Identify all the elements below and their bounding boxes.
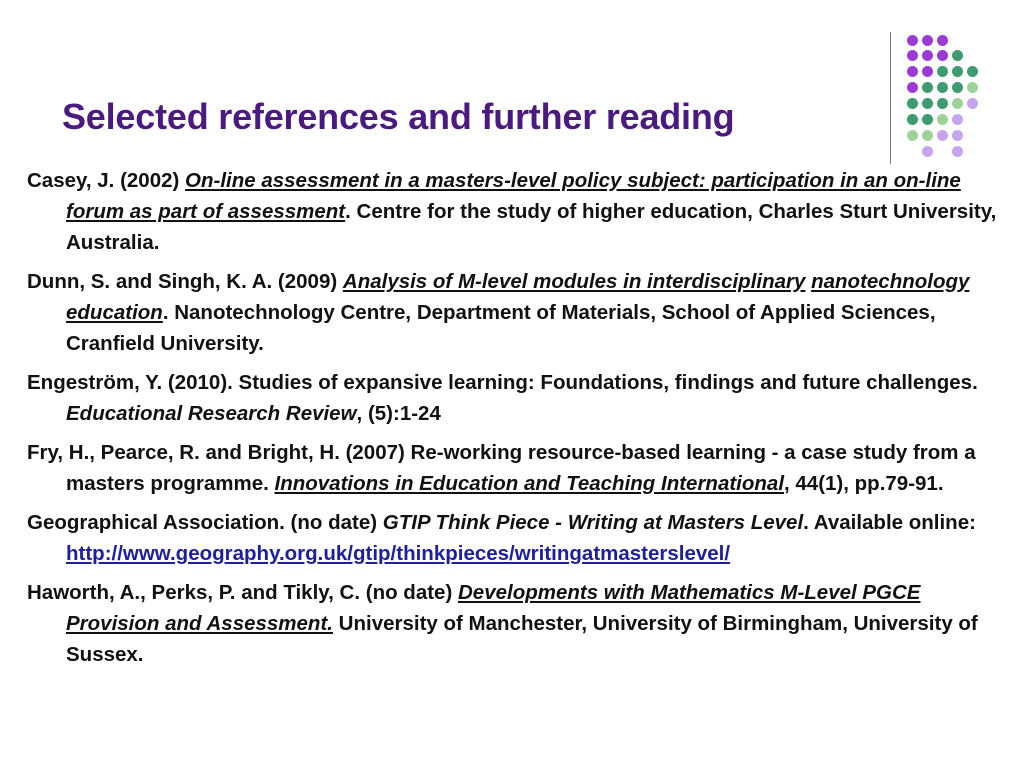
dot [937,35,948,46]
dot [937,66,948,77]
dot [922,35,933,46]
reference-item-haworth [27,577,999,670]
dot [907,130,918,141]
dot [922,66,933,77]
dot [952,50,963,61]
reference-author: Geographical Association. (no date) [27,511,383,534]
reference-item-dunn [27,266,999,359]
dot [907,114,918,125]
dot [937,82,948,93]
dot [922,82,933,93]
reference-title: GTIP Think Piece - Writing at Masters Level [382,511,804,534]
dot [922,130,933,141]
reference-list [27,165,999,678]
dot [937,130,948,141]
reference-author: Dunn, S. and Singh, K. A. (2009) [27,270,343,293]
reference-item-geographical-association [27,507,999,569]
reference-volume: , 44(1), pp.79-91. [784,472,944,495]
dot [952,66,963,77]
reference-availability: . Available online: [803,511,976,534]
dot [907,35,918,46]
dot [952,82,963,93]
reference-publisher: University of Manchester, University of Birmingham, University of Sussex. [66,612,978,666]
reference-author: Fry, H., Pearce, R. and Bright, H. (2007) Re-working resource-based learning - a case study from a masters programme. [27,441,976,495]
dot [922,50,933,61]
slide-title: Selected references and further reading [62,96,735,137]
dot [907,66,918,77]
reference-item-engestrom [27,367,999,429]
reference-item-casey [27,165,999,258]
reference-author: Engeström, Y. (2010). Studies of expansive learning: Foundations, findings and future challenges. [27,371,978,394]
dot [952,130,963,141]
dot [952,114,963,125]
dot [967,82,978,93]
reference-publisher: . Centre for the study of higher education, Charles Sturt University, Australia. [66,200,997,254]
reference-author: Casey, J. (2002) [27,169,186,192]
reference-author: Haworth, A., Perks, P. and Tikly, C. (no date) [27,581,458,604]
reference-volume: , (5):1-24 [356,402,441,425]
reference-journal-link[interactable]: Innovations in Education and Teaching International [274,472,785,495]
dot [907,82,918,93]
dot [937,98,948,109]
reference-title-link[interactable]: Analysis of M-level modules in interdisciplinary [342,270,806,293]
dot [937,50,948,61]
reference-title-link[interactable]: On-line assessment in a masters-level policy subject: participation in an on-line forum as part of assessment [66,169,961,223]
reference-url-link[interactable]: http://www.geography.org.uk/gtip/thinkpieces/writingatmasterslevel/ [66,542,731,565]
dot [922,146,933,157]
dot [967,98,978,109]
dot [922,114,933,125]
dot [952,146,963,157]
dot [922,98,933,109]
dot [937,114,948,125]
dot [967,66,978,77]
dot-grid-icon [0,0,1024,170]
reference-item-fry [27,437,999,499]
dot [952,98,963,109]
title-divider [890,32,891,164]
reference-publisher: . Nanotechnology Centre, Department of Materials, School of Applied Sciences, Cranfield University. [66,301,936,355]
dot [907,50,918,61]
reference-title-link[interactable]: nanotechnology education [66,270,970,324]
reference-title-link[interactable]: Developments with Mathematics M-Level PGCE Provision and Assessment. [66,581,921,635]
dot [907,98,918,109]
reference-journal: Educational Research Review [66,402,357,425]
